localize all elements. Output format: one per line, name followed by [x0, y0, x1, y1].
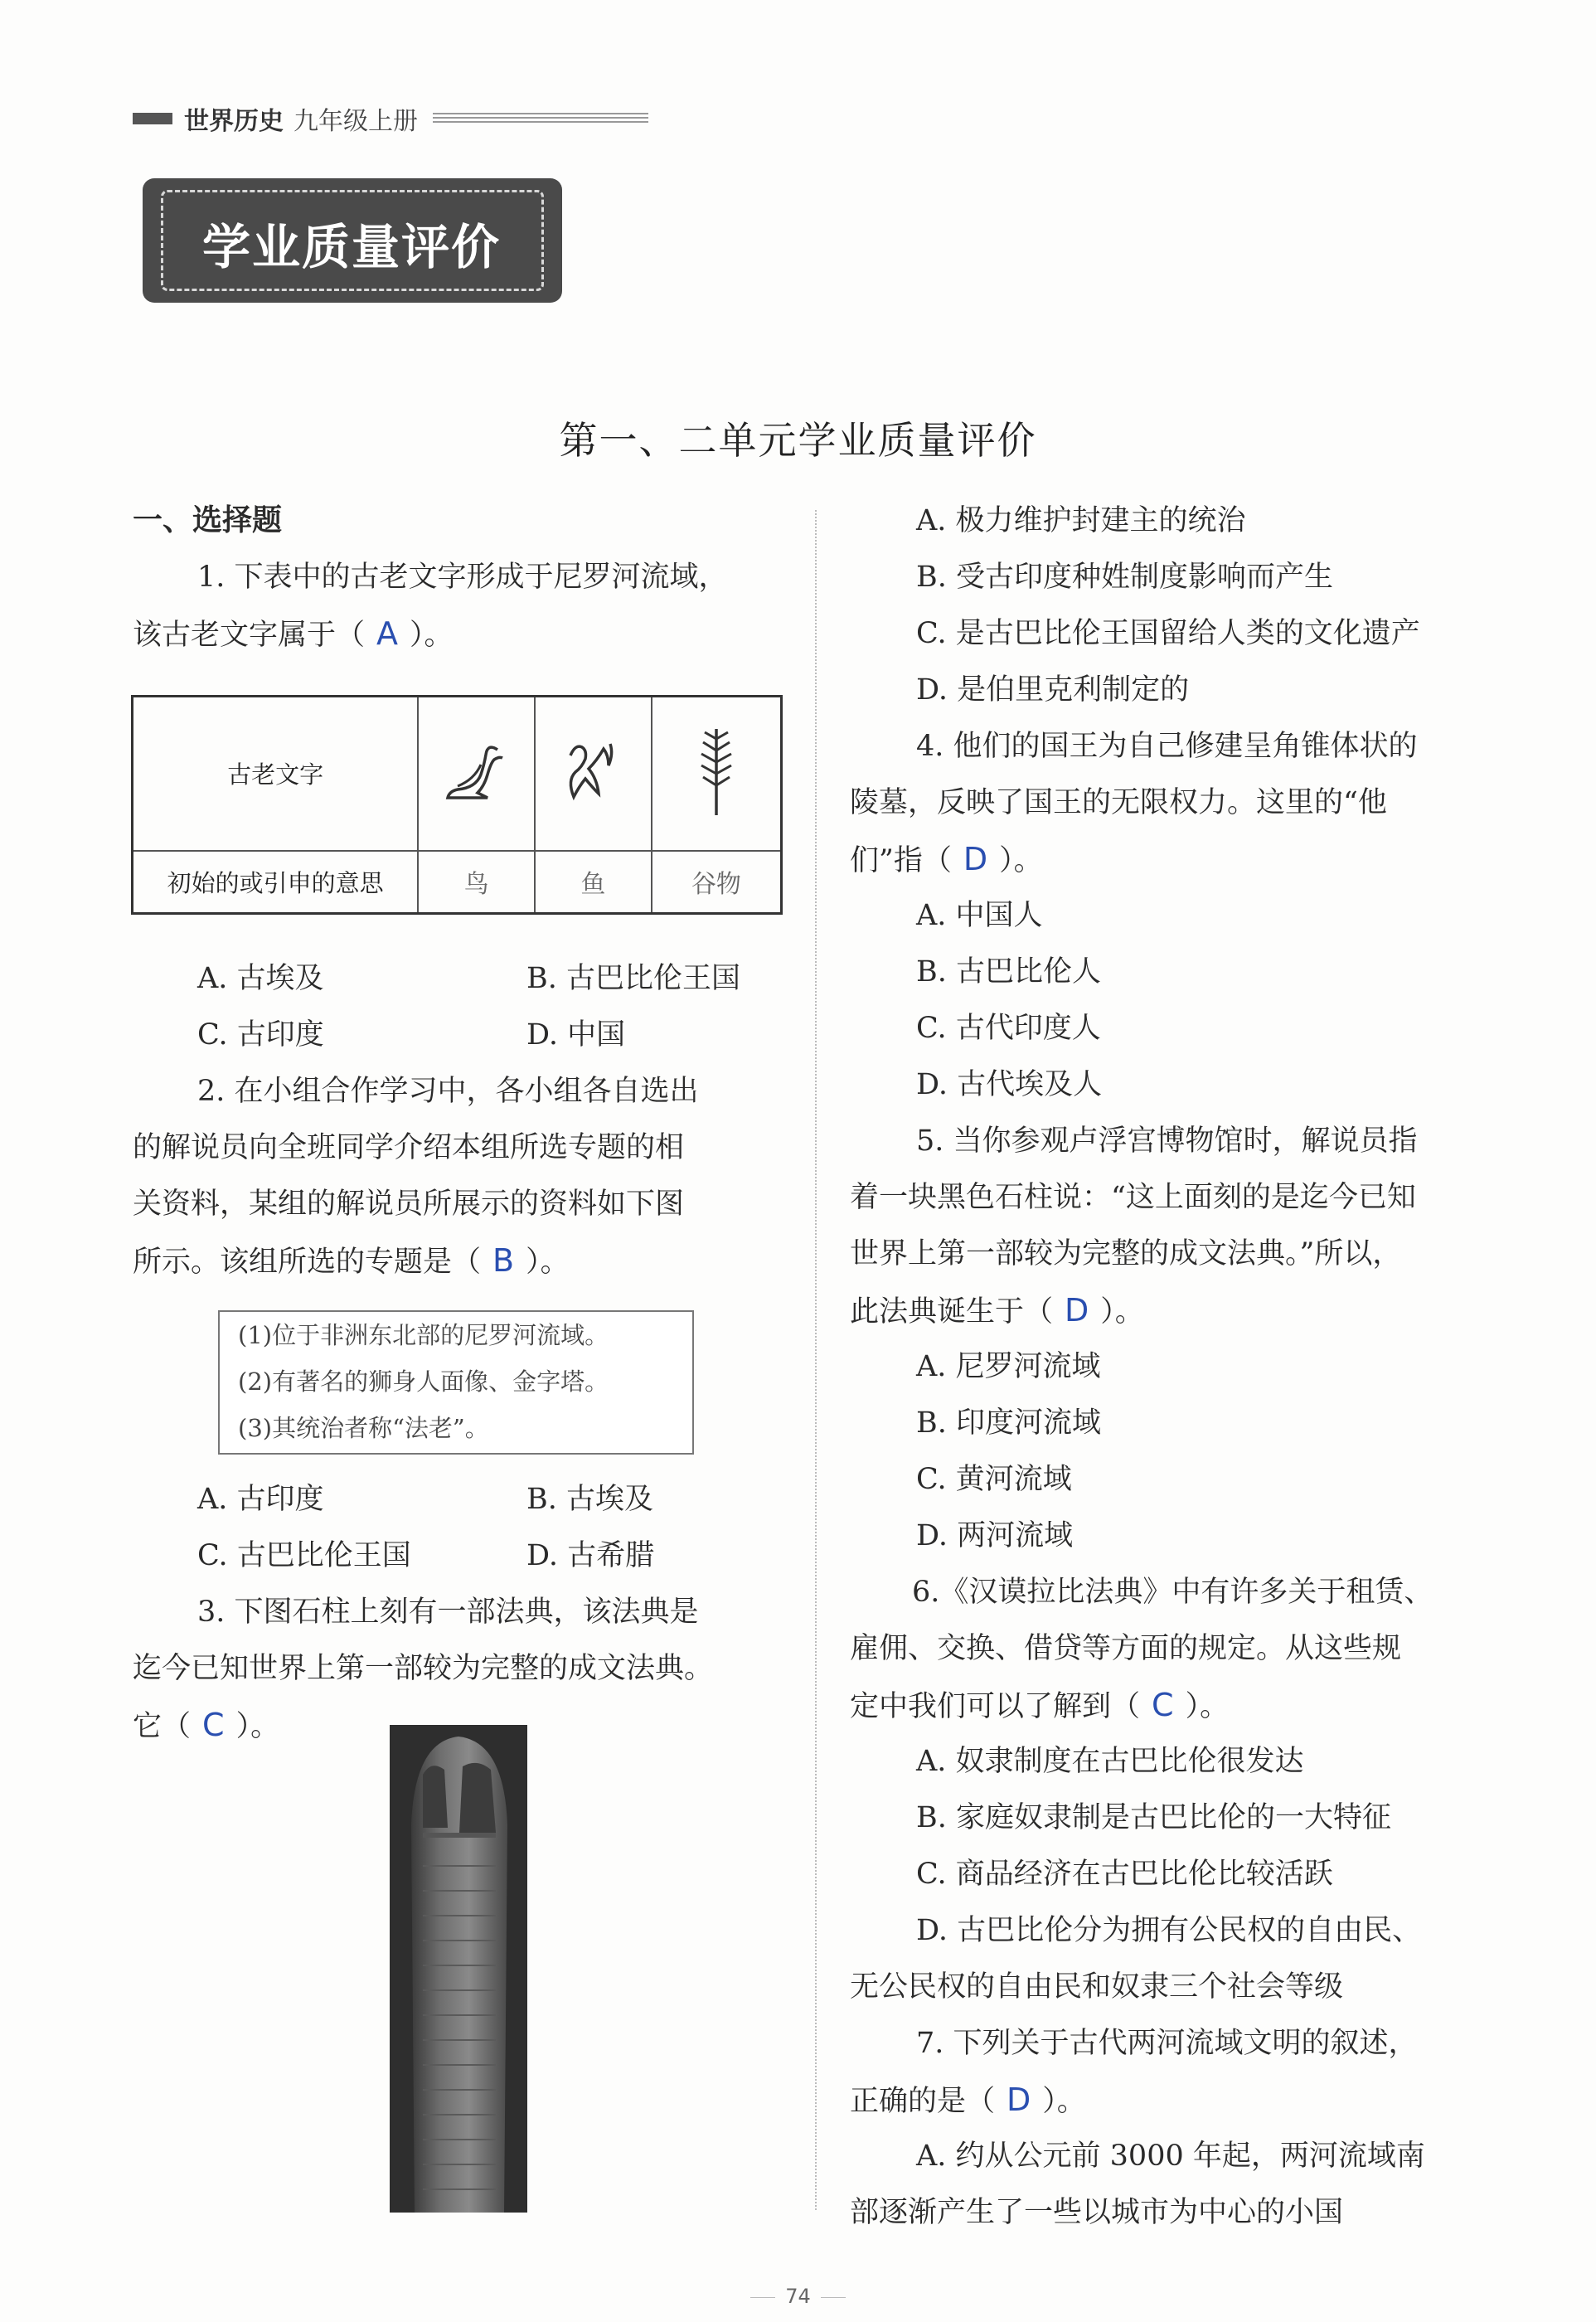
q5-option-c: C. 黄河流域	[916, 1463, 1072, 1496]
q2-stem-post: ）。	[526, 1246, 570, 1279]
banner-title: 学业质量评价	[202, 219, 502, 275]
meaning-fish: 鱼	[535, 851, 652, 914]
q4-answer: D	[963, 841, 988, 877]
q7-text-line1: 7. 下列关于古代两河流域文明的叙述，	[916, 2027, 1418, 2060]
q3-text-line1: 3. 下图石柱上刻有一部法典，该法典是	[197, 1596, 699, 1629]
q5-answer: D	[1065, 1292, 1089, 1329]
q5-option-d: D. 两河流域	[916, 1519, 1074, 1552]
q6-option-c: C. 商品经济在古巴比伦比较活跃	[916, 1858, 1333, 1891]
q5-stem-post: ）。	[1100, 1295, 1144, 1329]
q1-stem-post: ）。	[410, 619, 454, 652]
q2-text-line2: 的解说员向全班同学介绍本组所选专题的相	[133, 1131, 685, 1164]
q7-stem-pre: 正确的是（	[850, 2085, 996, 2118]
q6-stem-post: ）。	[1185, 1690, 1230, 1723]
hieroglyph-fish-icon	[535, 697, 652, 851]
q3-option-a: A. 极力维护封建主的统治	[916, 504, 1246, 537]
q7-answer: D	[1007, 2082, 1031, 2118]
q6-text-line2: 雇佣、交换、借贷等方面的规定。从这些规	[850, 1632, 1402, 1665]
q6-text-line1: 6.《汉谟拉比法典》中有许多关于租赁、	[912, 1576, 1433, 1609]
page-title: 第一、二单元学业质量评价	[559, 418, 1037, 463]
q2-stem-pre: 所示。该组所选的专题是（	[133, 1246, 482, 1279]
q5-text-line4	[850, 1282, 1144, 1340]
q2-box-line2: (2)有著名的狮身人面像、金字塔。	[238, 1367, 609, 1396]
section-heading: 一、选择题	[133, 503, 283, 537]
q2-text-line4	[133, 1232, 570, 1290]
q1-option-d: D. 中国	[526, 1018, 626, 1052]
q2-option-a: A. 古印度	[197, 1483, 324, 1516]
section-banner	[143, 178, 562, 303]
q4-option-d: D. 古代埃及人	[916, 1068, 1103, 1101]
header-grade: 九年级上册	[293, 107, 418, 136]
q6-option-a: A. 奴隶制度在古巴比伦很发达	[916, 1745, 1304, 1778]
q5-option-b: B. 印度河流域	[916, 1406, 1101, 1440]
q2-text-line1: 2. 在小组合作学习中，各小组各自选出	[197, 1075, 699, 1108]
header-subject: 世界历史	[184, 107, 284, 136]
hieroglyph-grain-icon	[652, 697, 782, 851]
q1-option-c: C. 古印度	[197, 1018, 324, 1052]
header-bar-decoration	[133, 113, 172, 124]
q7-option-a-line2: 部逐渐产生了一些以城市为中心的小国	[850, 2196, 1344, 2229]
header-lines-decoration	[433, 113, 648, 124]
q1-answer: A	[376, 615, 399, 652]
q6-stem-pre: 定中我们可以了解到（	[850, 1690, 1141, 1723]
q5-stem-pre: 此法典诞生于（	[850, 1295, 1054, 1329]
q1-option-b: B. 古巴比伦王国	[526, 962, 740, 995]
q3-text-line2: 迄今已知世界上第一部较为完整的成文法典。	[133, 1652, 714, 1685]
q4-option-b: B. 古巴比伦人	[916, 955, 1101, 989]
q3-stem-post: ）。	[235, 1710, 280, 1743]
table-header-script: 古老文字	[133, 697, 419, 851]
q2-info-box	[218, 1310, 694, 1455]
q6-option-d-line2: 无公民权的自由民和奴隶三个社会等级	[850, 1970, 1344, 2004]
q6-option-d-line1: D. 古巴比伦分为拥有公民权的自由民、	[916, 1914, 1422, 1947]
q6-text-line3	[850, 1677, 1229, 1735]
q2-option-d: D. 古希腊	[526, 1539, 655, 1572]
q5-text-line3: 世界上第一部较为完整的成文法典。”所以，	[850, 1237, 1402, 1270]
q3-option-b: B. 受古印度种姓制度影响而产生	[916, 561, 1333, 594]
q2-text-line3: 关资料，某组的解说员所展示的资料如下图	[133, 1188, 685, 1221]
table-header-meaning: 初始的或引申的意思	[133, 851, 419, 914]
q1-text-line2	[133, 605, 454, 663]
q4-stem-pre: 们”指（	[850, 844, 952, 877]
q2-option-c: C. 古巴比伦王国	[197, 1539, 411, 1572]
q2-answer: B	[492, 1242, 515, 1279]
q5-text-line2: 着一块黑色石柱说：“这上面刻的是迄今已知	[850, 1181, 1416, 1214]
q4-option-c: C. 古代印度人	[916, 1012, 1101, 1045]
column-divider	[815, 510, 817, 2210]
q1-option-a: A. 古埃及	[197, 962, 324, 995]
q2-box-line1: (1)位于非洲东北部的尼罗河流域。	[238, 1321, 609, 1349]
q6-answer: C	[1152, 1687, 1174, 1723]
q3-stem-pre: 它（	[133, 1710, 192, 1743]
q7-stem-post: ）。	[1042, 2085, 1086, 2118]
hieroglyph-bird-icon	[418, 697, 535, 851]
q3-answer: C	[202, 1707, 225, 1743]
q3-option-c: C. 是古巴比伦王国留给人类的文化遗产	[916, 617, 1420, 650]
q4-text-line2: 陵墓，反映了国王的无限权力。这里的“他	[850, 786, 1387, 819]
q2-box-line3: (3)其统治者称“法老”。	[238, 1414, 489, 1442]
q6-option-b: B. 家庭奴隶制是古巴比伦的一大特征	[916, 1801, 1391, 1834]
meaning-bird: 鸟	[418, 851, 535, 914]
q3-text-line3	[133, 1697, 279, 1755]
q2-option-b: B. 古埃及	[526, 1483, 653, 1516]
q4-text-line1: 4. 他们的国王为自己修建呈角锥体状的	[916, 730, 1418, 763]
q3-option-d: D. 是伯里克利制定的	[916, 673, 1190, 707]
q1-text-line1: 1. 下表中的古老文字形成于尼罗河流域，	[197, 561, 728, 594]
page-number: 74	[0, 2285, 1596, 2308]
q5-option-a: A. 尼罗河流域	[916, 1350, 1101, 1383]
hammurabi-stele-image	[390, 1725, 527, 2213]
q7-text-line2	[850, 2072, 1086, 2130]
q1-stem-pre: 该古老文字属于（	[133, 619, 366, 652]
q5-text-line1: 5. 当你参观卢浮宫博物馆时，解说员指	[916, 1125, 1418, 1158]
q4-stem-post: ）。	[999, 844, 1043, 877]
q4-option-a: A. 中国人	[916, 899, 1043, 932]
q4-text-line3	[850, 831, 1043, 889]
running-header	[133, 98, 648, 139]
q7-option-a-line1: A. 约从公元前 3000 年起，两河流域南	[916, 2140, 1425, 2173]
ancient-script-table	[131, 695, 783, 915]
meaning-grain: 谷物	[652, 851, 782, 914]
